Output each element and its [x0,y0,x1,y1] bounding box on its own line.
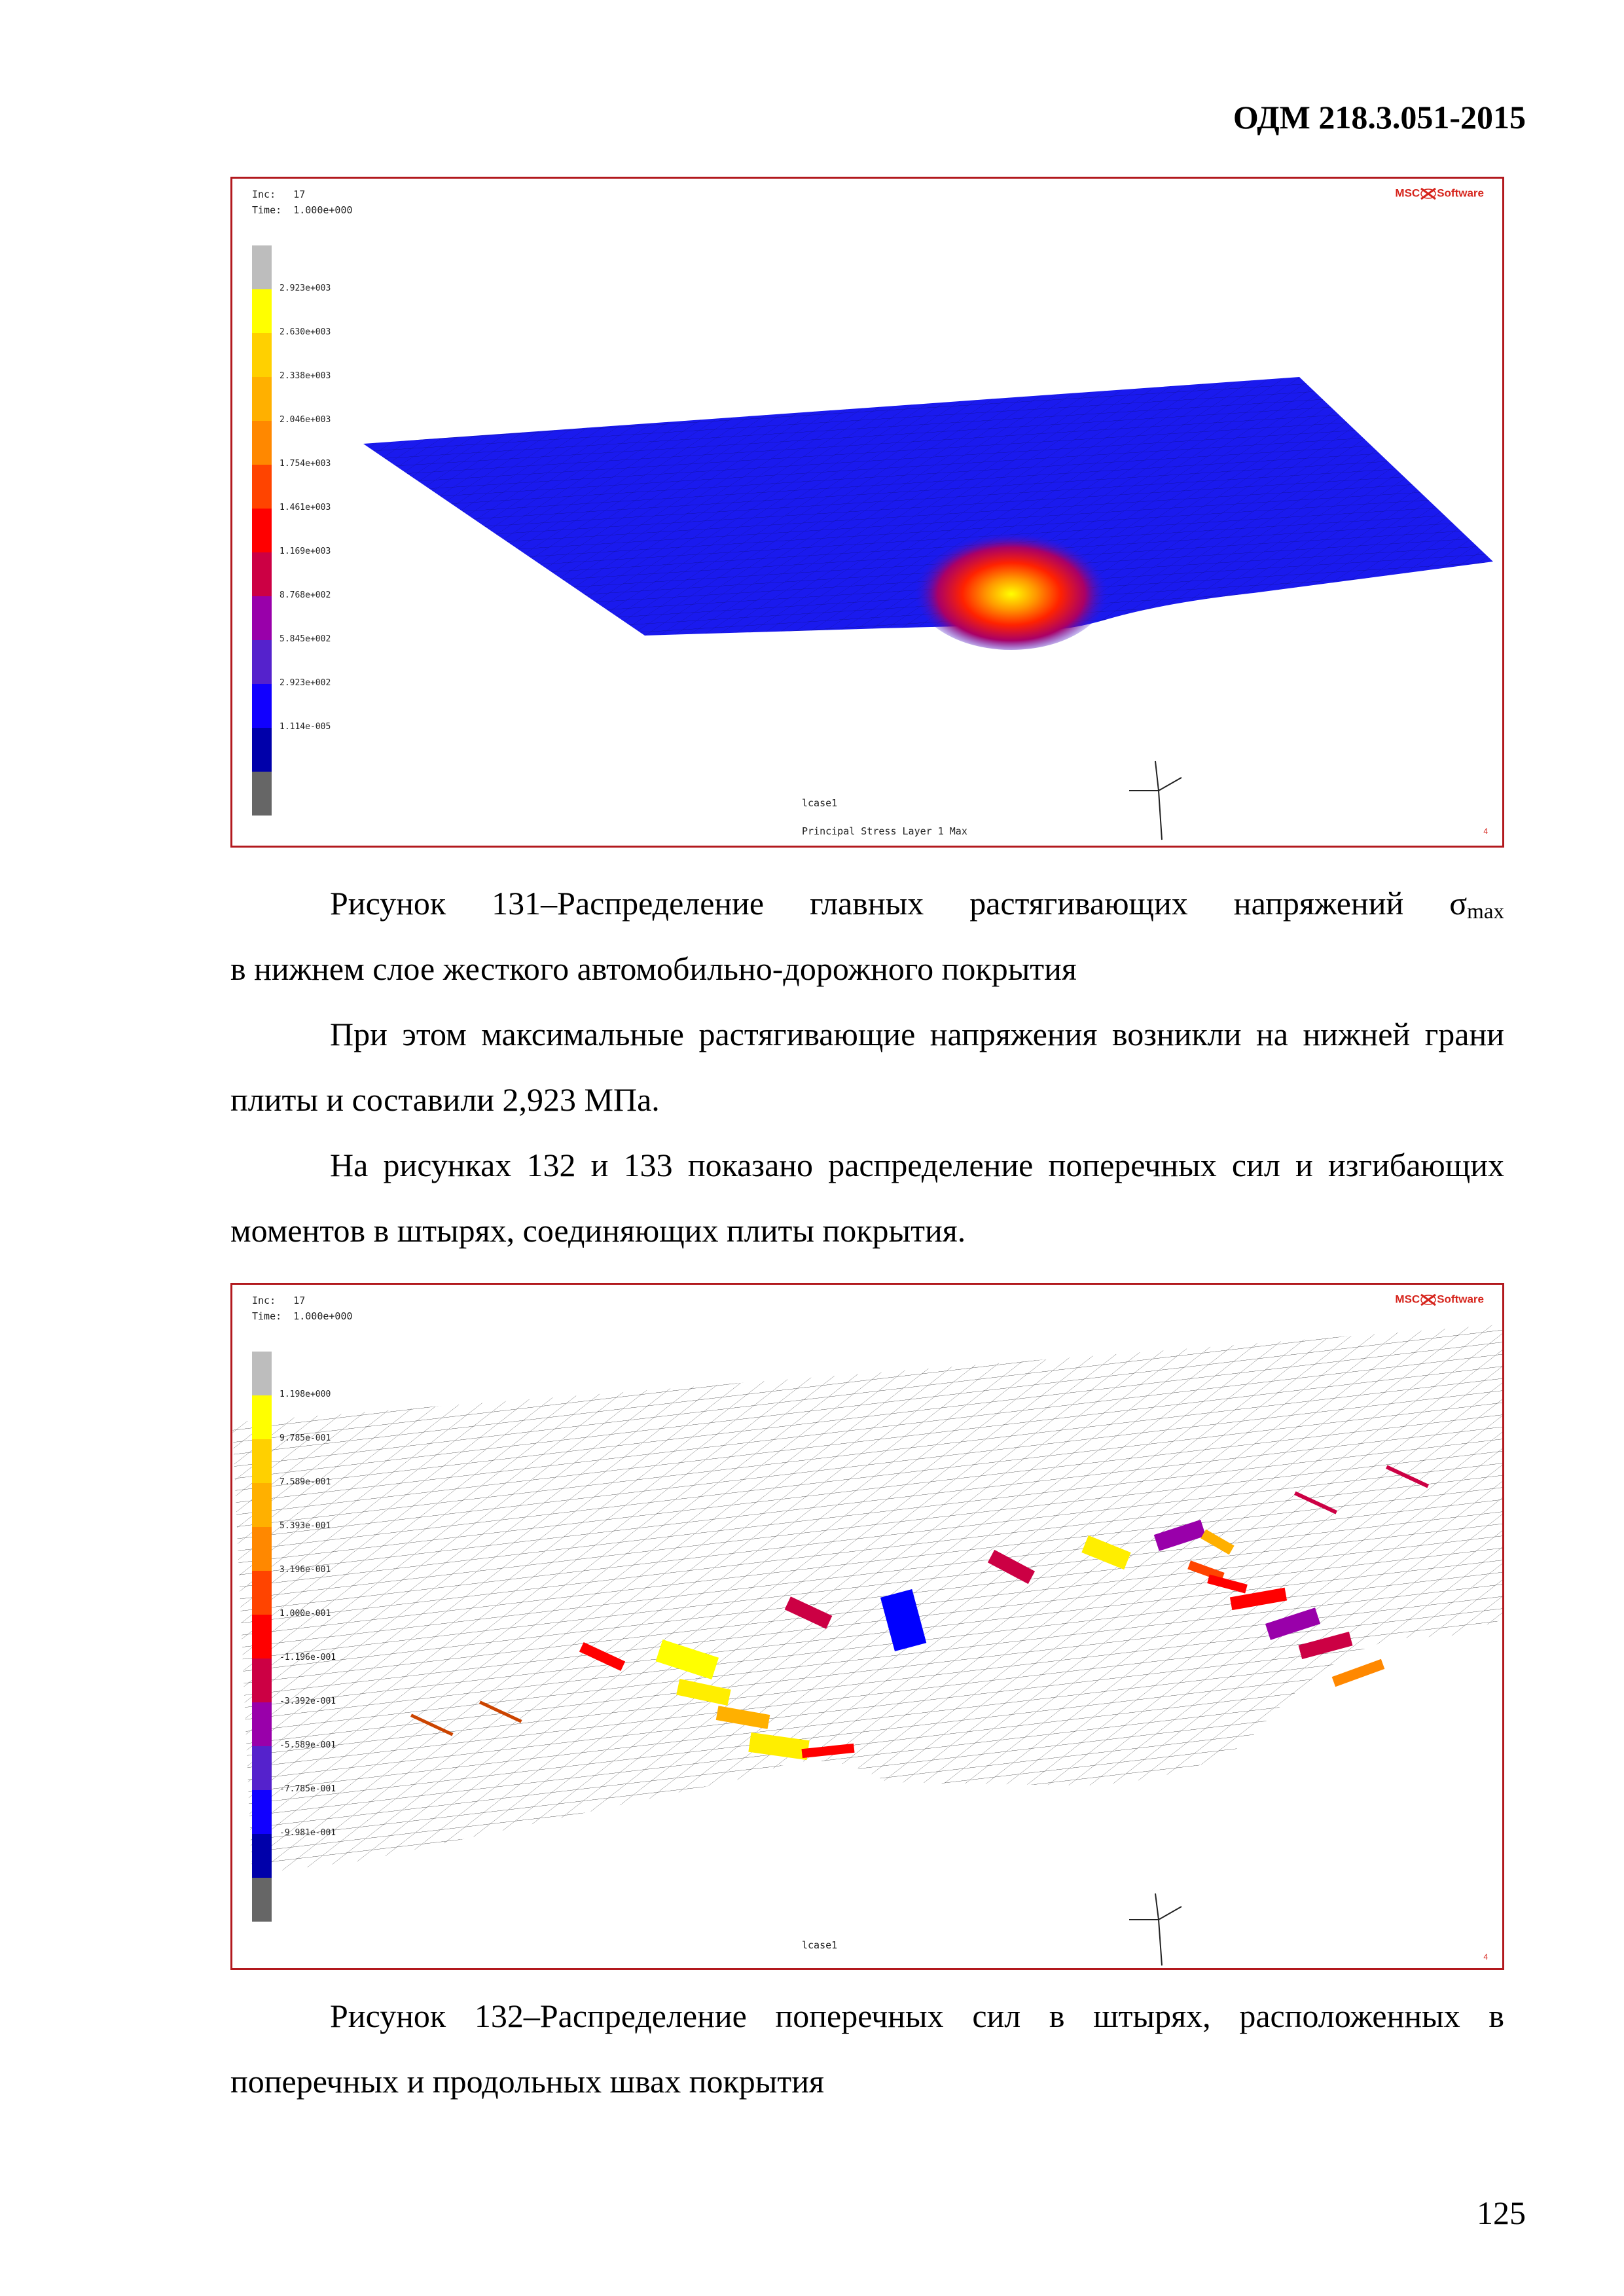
legend-tick-label: 1.754e+003 [280,459,331,469]
legend-tick-label: 1.198e+000 [280,1390,331,1399]
time-label: Time: [252,1310,282,1322]
legend-swatch [252,1395,272,1439]
legend-swatch [252,1527,272,1571]
document-code: ОДМ 218.3.051-2015 [1233,99,1526,135]
legend-tick-label: 1.114e-005 [280,722,331,732]
legend-tick-label: -7.785e-001 [280,1784,336,1794]
legend-swatch [252,1352,272,1395]
legend-tick-label: 7.589e-001 [280,1477,331,1487]
load-case-label: lcase1 [802,797,838,809]
logo-suffix: Software [1437,1293,1484,1306]
legend-tick-label: -3.392e-001 [280,1696,336,1706]
legend-tick-label: 2.923e+002 [280,678,331,688]
deformed-wire-mesh [232,1285,1504,1970]
corner-mark: 4 [1483,827,1488,836]
legend-tick-label: 9.785e-001 [280,1433,331,1443]
legend-tick-label: 1.000e-001 [280,1609,331,1619]
inc-value: 17 [293,1295,306,1306]
load-case-label: lcase1 [802,1939,838,1951]
time-value: 1.000e+000 [293,1310,353,1322]
legend-swatch [252,1878,272,1922]
legend-swatch [252,1659,272,1702]
legend-colorbar [252,1352,272,1922]
page-number: 125 [1477,2195,1526,2231]
inc-value: 17 [293,188,306,200]
legend-tick-label: 3.196e-001 [280,1565,331,1575]
legend-tick-label: 1.461e+003 [280,503,331,512]
figure-132-caption: Рисунок 132–Распределение поперечных сил в штырях, расположенных в поперечных и продольных швах покрытия [230,1998,1504,2100]
legend-tick-label: 5.845e+002 [280,634,331,644]
legend-tick-label: 1.169e+003 [280,547,331,556]
legend-swatch [252,1746,272,1790]
deformed-slab-mesh [232,179,1504,848]
inc-label: Inc: [252,1295,276,1306]
caption-131-subscript: max [1467,900,1504,924]
legend-tick-label: -5.589e-001 [280,1740,336,1750]
paragraph-max-stress: При этом максимальные растягивающие напряжения возникли на нижней грани плиты и составили 2,923 МПа. [230,1016,1504,1118]
caption-131-main: Рисунок 131–Распределение главных растягивающих напряжений σ [330,885,1468,922]
logo-prefix: MSC [1395,187,1420,200]
logo-prefix: MSC [1395,1293,1420,1306]
corner-mark: 4 [1483,1952,1488,1962]
figure-132-dowel-forces [230,1283,1504,1970]
legend-swatch [252,1571,272,1615]
paragraph-dowel-intro: На рисунках 132 и 133 показано распределение поперечных сил и изгибающих моментов в штырях, соединяющих плиты покрытия. [230,1147,1504,1249]
coordinate-axes-icon [1116,1887,1188,1970]
legend-swatch [252,1834,272,1878]
legend-swatch [252,1615,272,1659]
time-value: 1.000e+000 [293,204,353,216]
legend-tick-label: 2.046e+003 [280,415,331,425]
legend-tick-label: 2.338e+003 [280,371,331,381]
legend-swatch [252,1483,272,1527]
result-type-label: Principal Stress Layer 1 Max [802,825,967,837]
legend-tick-label: 2.630e+003 [280,327,331,337]
legend-swatch [252,1439,272,1483]
inc-label: Inc: [252,188,276,200]
legend-tick-label: -9.981e-001 [280,1828,336,1838]
figure-131-stress-plot [230,177,1504,848]
figure-131-caption-line2: в нижнем слое жесткого автомобильно-дорожного покрытия [230,950,1077,987]
legend-tick-label: 8.768e+002 [280,590,331,600]
time-label: Time: [252,204,282,216]
legend-tick-label: 2.923e+003 [280,283,331,293]
legend-swatch [252,1702,272,1746]
coordinate-axes-icon [1116,755,1188,846]
legend-swatch [252,1790,272,1834]
legend-tick-label: 5.393e-001 [280,1521,331,1531]
figure-131-caption [230,870,1504,944]
logo-suffix: Software [1437,187,1484,200]
legend-tick-label: -1.196e-001 [280,1653,336,1662]
